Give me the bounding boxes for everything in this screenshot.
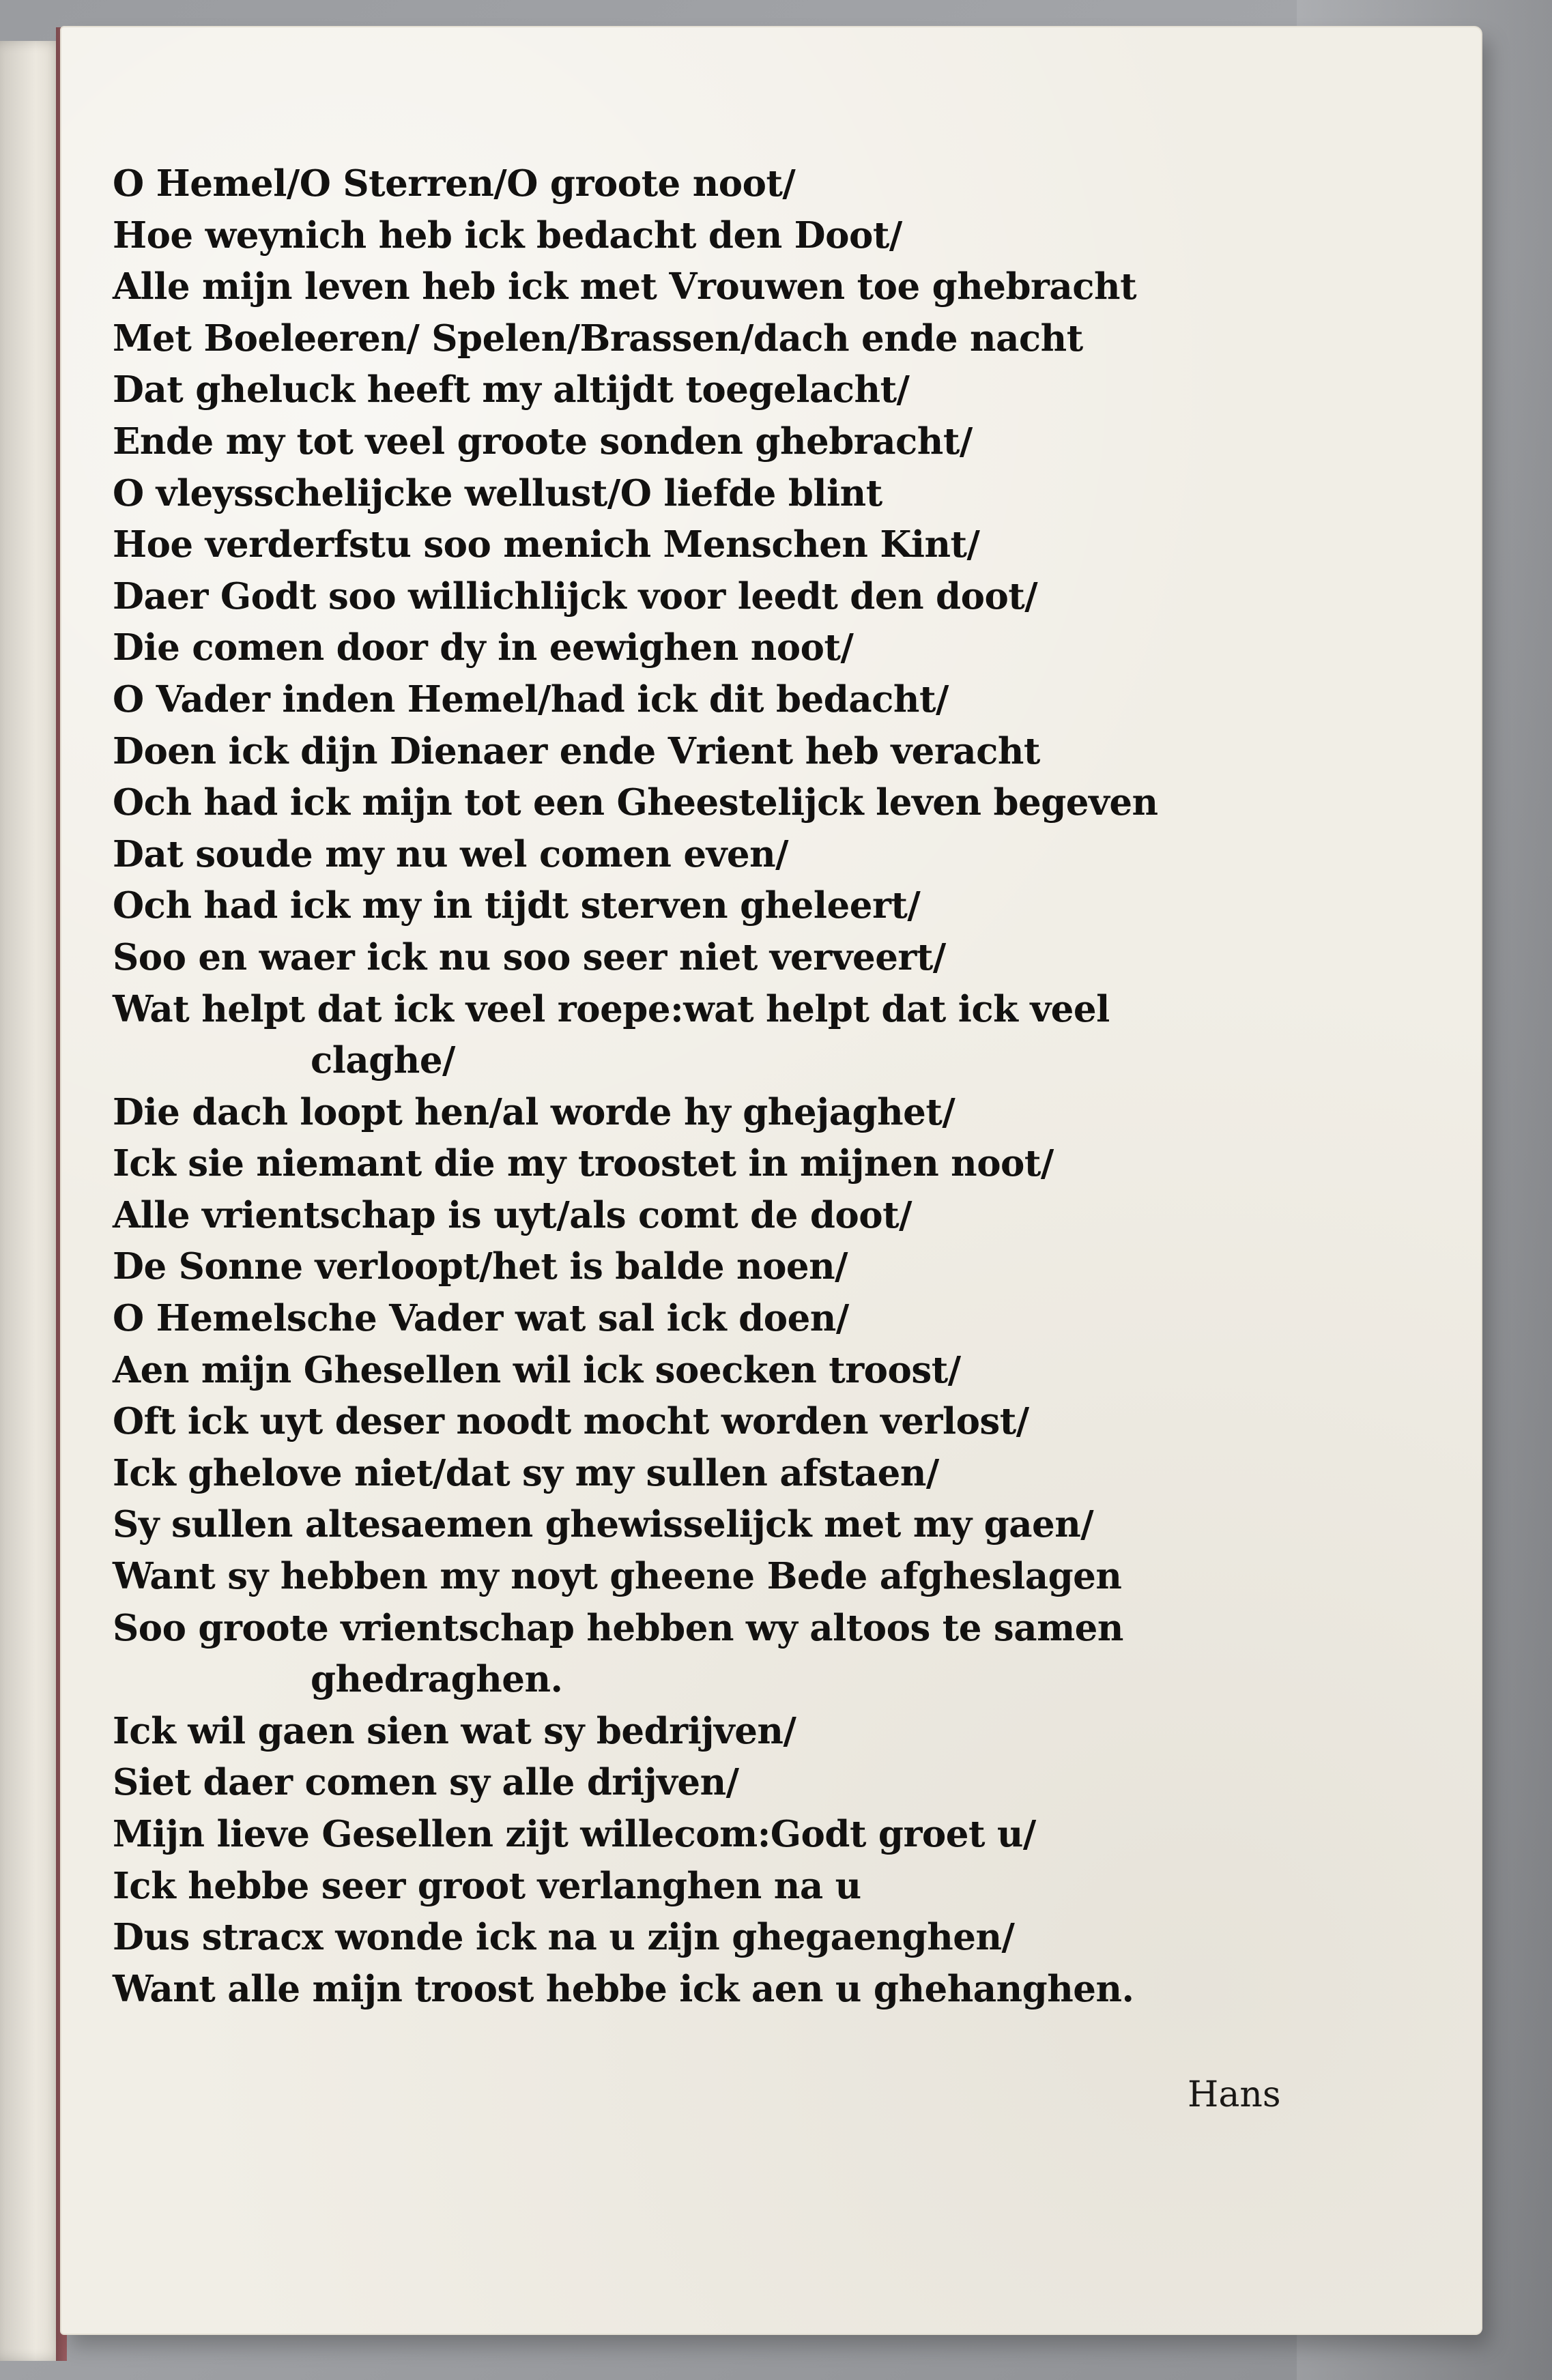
verse-line: O vleysschelijcke wellust/O liefde blint [113, 471, 882, 514]
verse-line: Wat helpt dat ick veel roepe:wat helpt dat ick veel [113, 987, 1110, 1030]
verse-line: Met Boeleeren/ Spelen/Brassen/dach ende nacht [113, 317, 1083, 360]
verse-line: Ick ghelove niet/dat sy my sullen afstaen/ [113, 1451, 939, 1494]
verse-line: Die dach loopt hen/al worde hy ghejaghet/ [113, 1090, 955, 1133]
verse-line: Die comen door dy in eewighen noot/ [113, 626, 854, 669]
verse-line: Doen ick dijn Dienaer ende Vrient heb veracht [113, 729, 1040, 772]
verse-line: Aen mijn Ghesellen wil ick soecken troost/ [113, 1348, 961, 1391]
verse-line: Soo en waer ick nu soo seer niet verveert/ [113, 935, 946, 978]
verse-line: O Hemelsche Vader wat sal ick doen/ [113, 1297, 849, 1340]
verse-line: Siet daer comen sy alle drijven/ [113, 1761, 739, 1804]
verse-line: Alle mijn leven heb ick met Vrouwen toe ghebracht [113, 265, 1137, 308]
facing-page-edge [0, 41, 65, 2361]
verse-line: Dus stracx wonde ick na u zijn ghegaenghen/ [113, 1916, 1015, 1959]
verse-line: Och had ick my in tijdt sterven gheleert/ [113, 884, 921, 927]
verse-line: Dat soude my nu wel comen even/ [113, 832, 788, 875]
verse-line: De Sonne verloopt/het is balde noen/ [113, 1245, 848, 1288]
verse-line: Hoe verderfstu soo menich Menschen Kint/ [113, 523, 980, 566]
verse-line: Daer Godt soo willichlijck voor leedt den doot/ [113, 575, 1038, 618]
verse-line: Ick wil gaen sien wat sy bedrijven/ [113, 1709, 796, 1752]
verse-line: Ick sie niemant die my troostet in mijnen noot/ [113, 1142, 1054, 1185]
verse-line: Sy sullen altesaemen ghewisselijck met my gaen/ [113, 1503, 1094, 1546]
verse-line: Ick hebbe seer groot verlanghen na u [113, 1864, 861, 1907]
verse-line: Alle vrientschap is uyt/als comt de doot/ [113, 1193, 912, 1236]
verse-line: Oft ick uyt deser noodt mocht worden verlost/ [113, 1400, 1029, 1443]
verse-line: ghedraghen. [311, 1658, 563, 1701]
verse-line: O Hemel/O Sterren/O groote noot/ [113, 162, 796, 205]
verse-line: Ende my tot veel groote sonden ghebracht/ [113, 420, 973, 463]
verse-line: Want sy hebben my noyt gheene Bede afgheslagen [113, 1555, 1122, 1598]
verse-line: Och had ick mijn tot een Gheestelijck leven begeven [113, 781, 1158, 824]
verse-line: Mijn lieve Gesellen zijt willecom:Godt groet u/ [113, 1813, 1036, 1855]
verse-line: Want alle mijn troost hebbe ick aen u ghehanghen. [113, 1967, 1134, 2010]
verse-text [113, 158, 1314, 2015]
verse-line: Hoe weynich heb ick bedacht den Doot/ [113, 214, 902, 257]
verse-line: O Vader inden Hemel/had ick dit bedacht/ [113, 678, 949, 721]
verse-line: Soo groote vrientschap hebben wy altoos te samen [113, 1606, 1123, 1649]
catchword: Hans [1188, 2074, 1281, 2115]
verse-line: claghe/ [311, 1039, 455, 1082]
verse-line: Dat gheluck heeft my altijdt toegelacht/ [113, 368, 910, 411]
